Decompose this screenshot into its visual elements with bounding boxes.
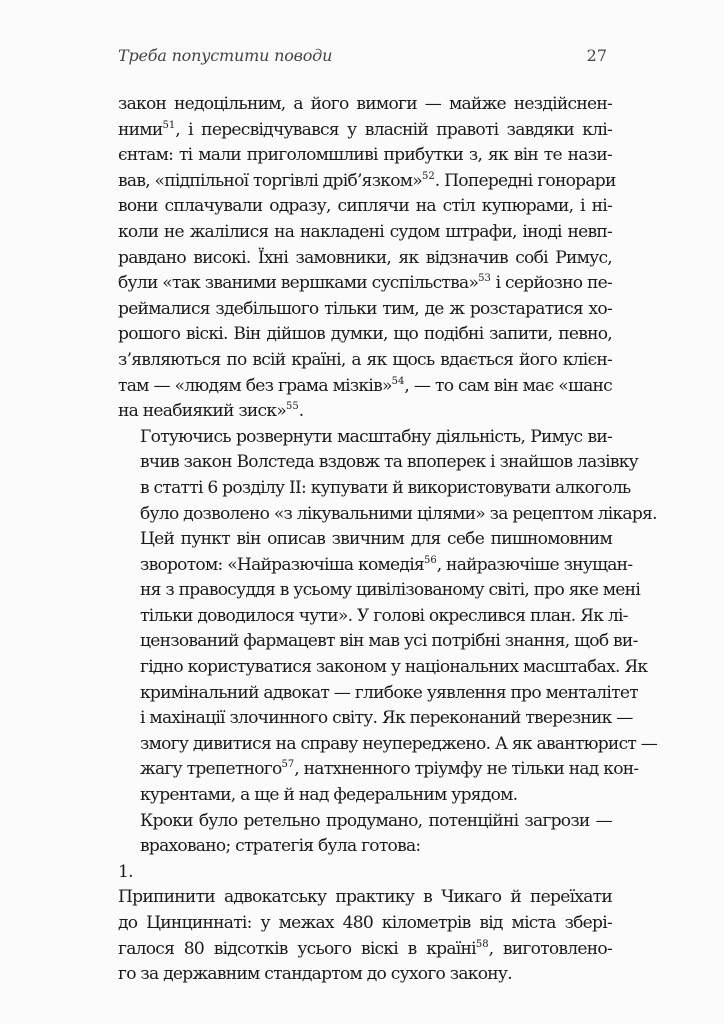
text-line xyxy=(118,143,612,169)
text-line xyxy=(118,783,612,809)
body-text xyxy=(118,92,658,988)
text-run: в статті 6 розділу II: купувати й використовувати алкоголь xyxy=(140,477,631,498)
text-run: на неабиякий зиск» xyxy=(118,401,287,422)
footnote-ref: 56 xyxy=(423,554,437,566)
text-line xyxy=(118,194,612,220)
text-run: курентами, а ще й над федеральним урядом. xyxy=(140,785,518,806)
text-run: з’являються по всій країні, а як щось вдається його клієн- xyxy=(118,349,612,370)
text-run: , — то сам він має «шанс xyxy=(404,375,612,396)
text-run: тільки доводилося чути». У голові окреслився план. Як лі- xyxy=(140,605,628,626)
text-line xyxy=(118,297,612,323)
text-line xyxy=(118,246,612,272)
text-line xyxy=(118,118,612,144)
text-run: єнтам: ті мали приголомшливі прибутки з, як він те нази- xyxy=(118,145,612,166)
text-run: Цей пункт він описав звичним для себе пишномовним xyxy=(140,529,612,550)
paragraph xyxy=(118,527,658,809)
text-run: коли не жалілися на накладені судом штрафи, іноді невп- xyxy=(118,221,612,242)
text-line xyxy=(118,911,612,937)
paragraph xyxy=(118,425,657,527)
text-run: ними xyxy=(118,119,163,140)
text-line xyxy=(118,629,638,655)
text-run: . Попередні гонорари xyxy=(434,170,616,191)
text-line xyxy=(118,348,612,374)
text-run: до Цинциннаті: у межах 480 кілометрів від міста збері- xyxy=(118,913,612,933)
text-run: Припинити адвокатську практику в Чикаго й переїхати xyxy=(118,887,612,908)
text-run: гідно користуватися законом у національних масштабах. Як xyxy=(140,657,648,678)
text-run: галося 80 відсотків усього віскі в країні xyxy=(118,938,476,959)
text-run: . xyxy=(298,401,304,422)
text-line xyxy=(118,476,631,502)
text-line xyxy=(118,450,638,476)
text-run: там — «людям без грама мізків» xyxy=(118,375,392,396)
footnote-ref: 54 xyxy=(391,375,405,387)
text-line xyxy=(118,399,612,425)
text-line xyxy=(118,220,612,246)
list-item xyxy=(118,860,612,988)
text-run: Кроки було ретельно продумано, потенційні загрози — xyxy=(140,810,612,831)
text-run: реймалися здебільшого тільки тим, де ж розстаратися хо- xyxy=(118,298,612,319)
running-title: Треба попустити поводи xyxy=(118,46,333,65)
text-run: враховано; стратегія була готова: xyxy=(140,836,421,857)
page-header xyxy=(118,46,613,76)
text-run: кримінальний адвокат — глибоке уявлення про менталітет xyxy=(140,682,638,703)
text-run: вав, «підпільної торгівлі дріб’язком» xyxy=(118,170,423,191)
text-run: , натхненного тріумфу не тільки над кон- xyxy=(294,759,639,780)
text-line xyxy=(118,962,612,988)
text-line xyxy=(118,527,612,553)
text-line xyxy=(118,271,612,297)
text-line xyxy=(118,732,658,758)
text-run: змогу дивитися на справу неупереджено. А як авантюрист — xyxy=(140,733,658,754)
text-line xyxy=(118,937,612,963)
text-line xyxy=(118,757,639,783)
text-line xyxy=(118,553,633,579)
text-line xyxy=(118,604,628,630)
page-number: 27 xyxy=(586,46,607,65)
text-run: ня з правосуддя в усьому цивілізованому світі, про яке мені xyxy=(140,580,641,601)
text-line xyxy=(118,502,657,528)
text-run: вчив закон Волстеда вздовж та впоперек і знайшов лазівку xyxy=(140,452,638,473)
footnote-ref: 55 xyxy=(286,401,299,413)
text-line xyxy=(118,322,612,348)
footnote-ref: 53 xyxy=(478,273,491,285)
text-run: вони сплачували одразу, сиплячи на стіл купюрами, і ні- xyxy=(118,196,612,217)
text-run: було дозволено «з лікувальними цілями» за рецептом лікаря. xyxy=(140,503,657,524)
footnote-ref: 51 xyxy=(162,119,176,131)
text-line xyxy=(118,655,648,681)
list-number: 1. xyxy=(118,861,133,882)
footnote-ref: 58 xyxy=(475,938,489,950)
text-run: равдано високі. Їхні замовники, як відзначив собі Римус, xyxy=(118,247,612,268)
text-run: рошого віскі. Він дійшов думки, що подібні запити, певно, xyxy=(118,324,612,345)
text-line xyxy=(118,885,612,911)
text-line xyxy=(118,706,633,732)
text-line xyxy=(118,92,612,118)
text-line xyxy=(118,578,641,604)
text-run: і серйозно пе- xyxy=(490,273,613,294)
text-run: зворотом: «Найразючіша комедія xyxy=(140,554,424,575)
text-run: , виготовлено- xyxy=(488,938,612,959)
text-run: го за державним стандартом до сухого закону. xyxy=(118,964,512,985)
text-run: жагу трепетного xyxy=(140,759,282,780)
text-run: Готуючись розвернути масштабну діяльність, Римус ви- xyxy=(140,426,612,447)
text-run: були «так званими вершками суспільства» xyxy=(118,273,479,294)
text-line xyxy=(118,681,638,707)
footnote-ref: 52 xyxy=(422,170,435,182)
text-line xyxy=(118,169,616,195)
text-run: і махінації злочинного світу. Як переконаний тверезник — xyxy=(140,708,633,729)
text-line xyxy=(118,809,612,835)
paragraph xyxy=(118,92,616,425)
text-line xyxy=(118,374,612,400)
paragraph xyxy=(118,809,612,860)
footnote-ref: 57 xyxy=(281,759,295,771)
text-run: цензований фармацевт він мав усі потрібні знання, щоб ви- xyxy=(140,631,638,652)
text-run: закон недоцільним, а його вимоги — майже нездійснен- xyxy=(118,94,612,114)
text-line xyxy=(118,425,612,451)
text-run: , найразючіше знущан- xyxy=(436,554,633,575)
text-run: , і пересвідчувався у власній правоті завдяки клі- xyxy=(175,119,612,140)
text-line xyxy=(118,834,612,860)
